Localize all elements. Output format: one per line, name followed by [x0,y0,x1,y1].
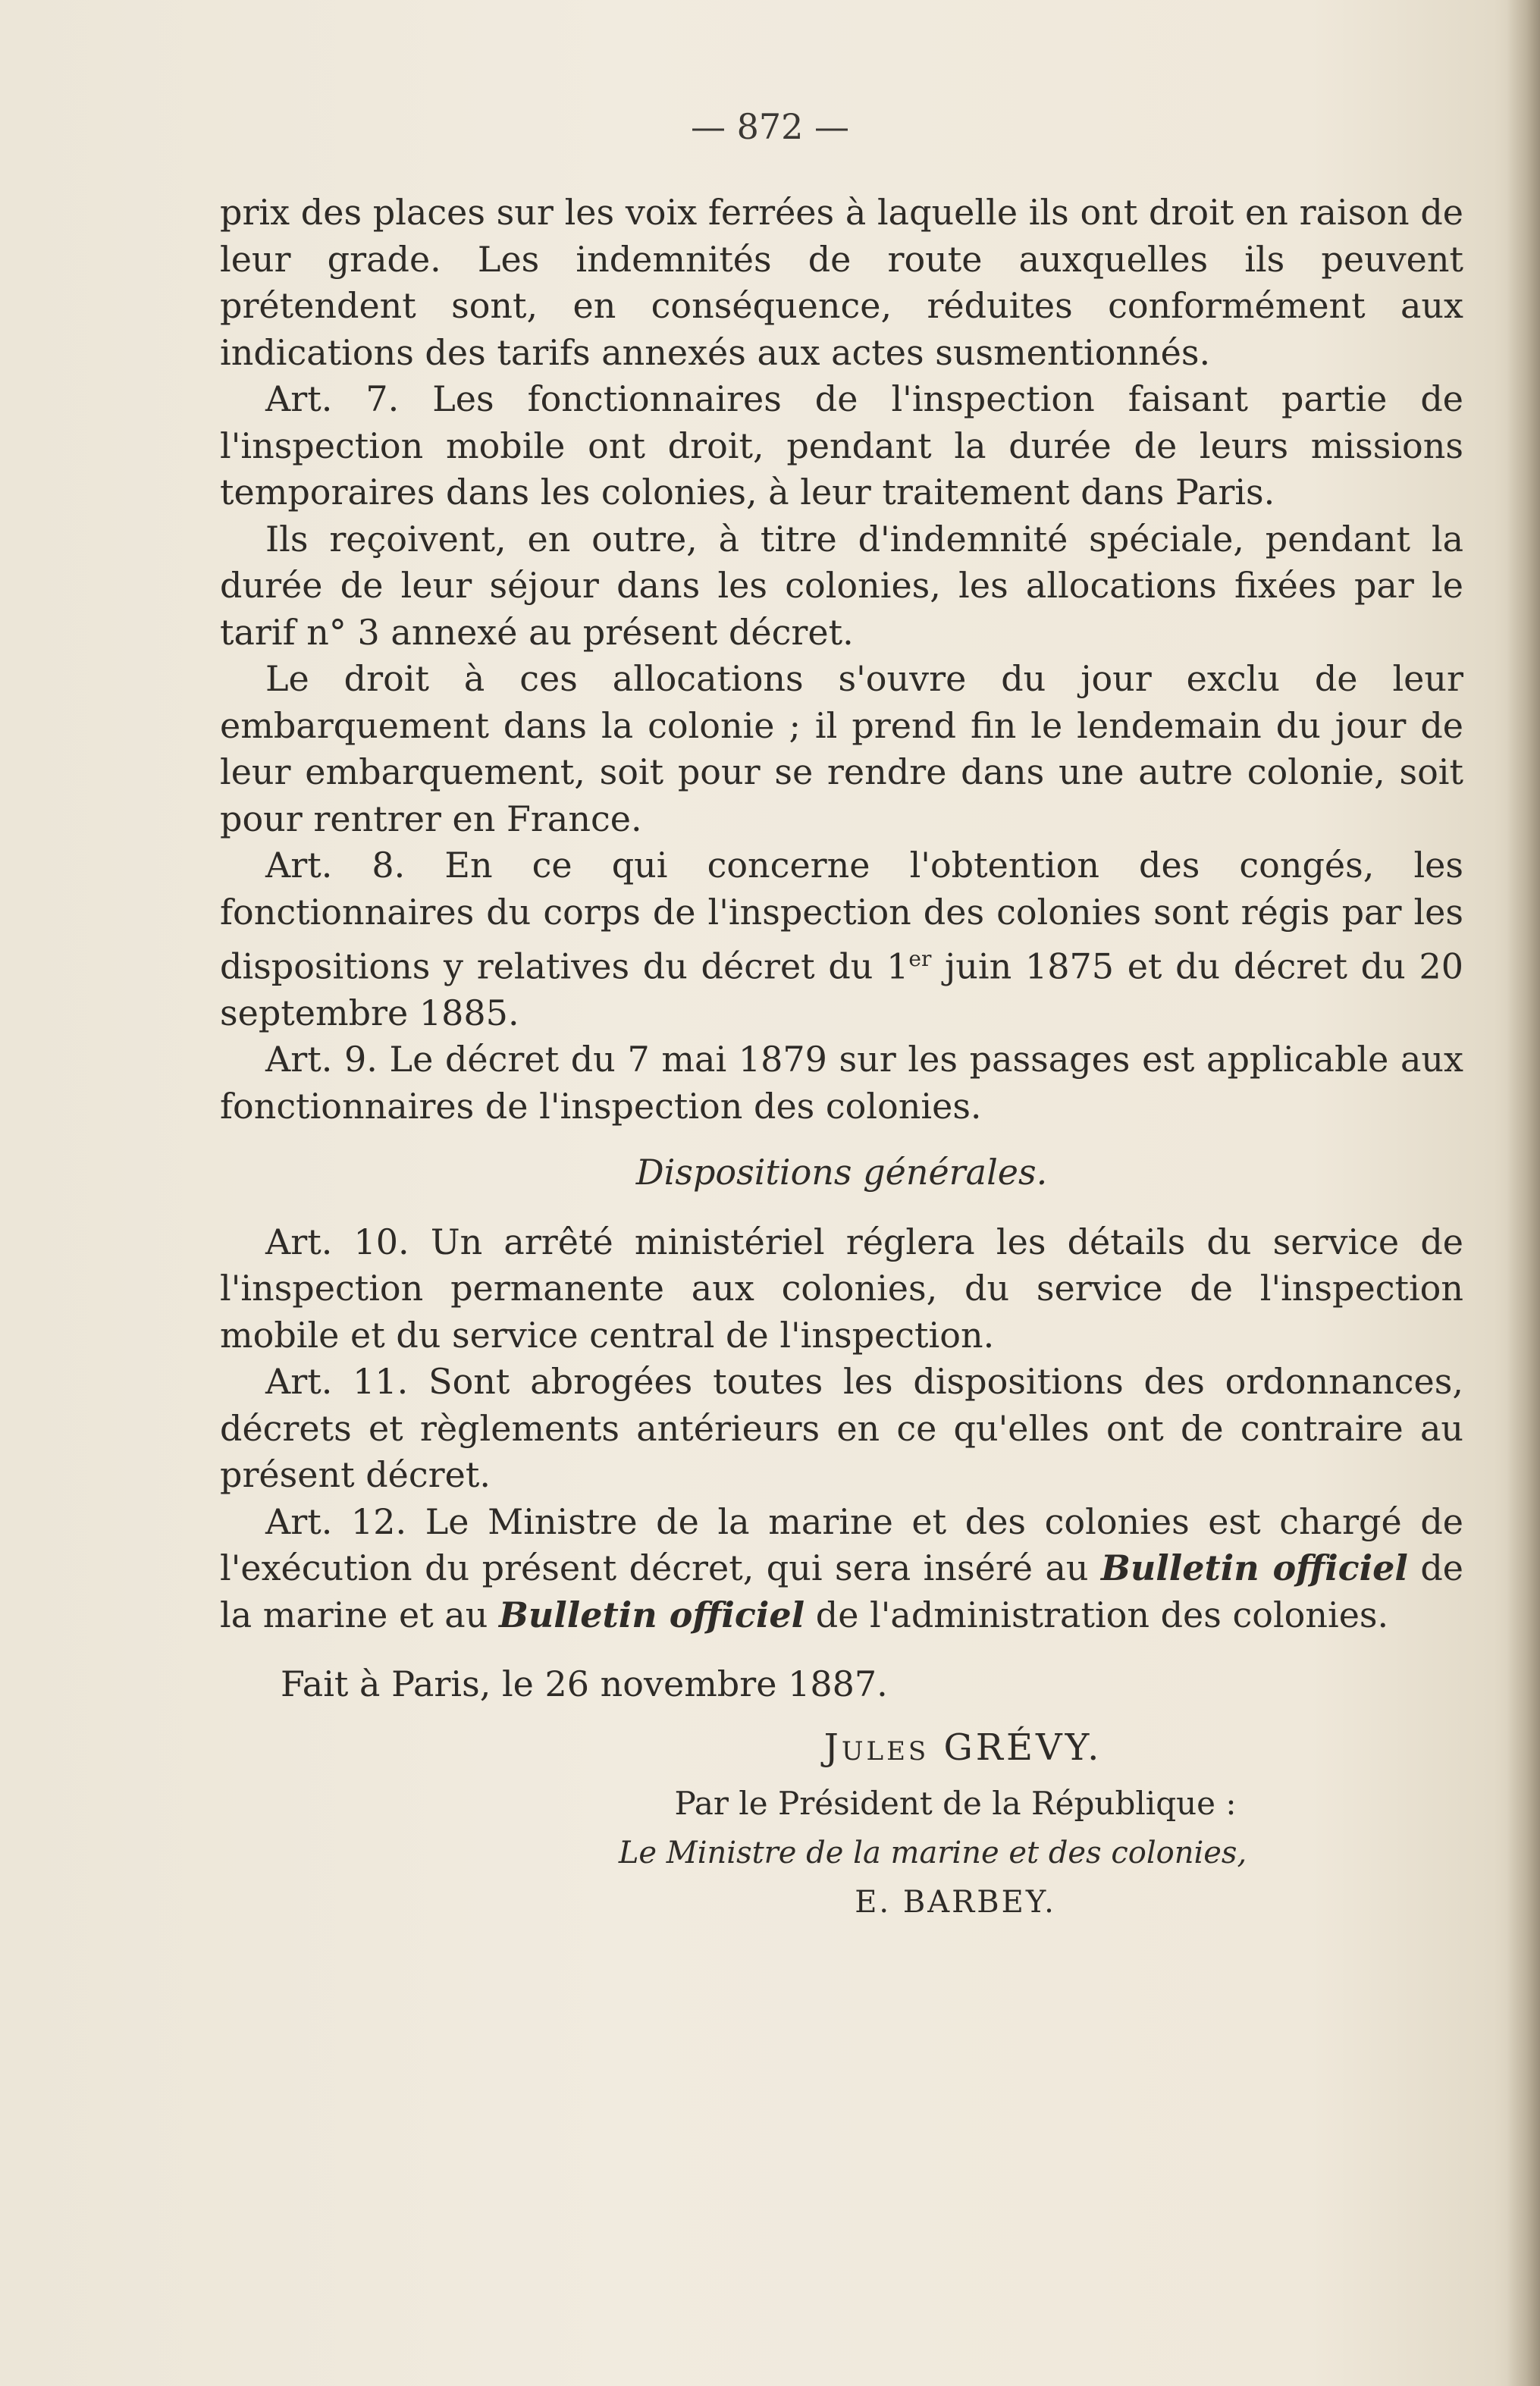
bulletin-officiel-2: Bulletin officiel [498,1594,805,1635]
par-le-president: Par le Président de la République : [674,1785,1237,1823]
paragraph-droit: Le droit à ces allocations s'ouvre du jour exclu de leur embarquement dans la colonie ; il prend fin le lendemain du jour de leur embarquement, soit pour se rendre dans une autre colonie, soit pour rentrer en France. [220,658,1463,839]
article-12-part-a: Art. 12. Le Ministre de la marine et des colonies est chargé de l'exécution du présent décret, qui sera inséré au [220,1500,1463,1589]
article-8-tail: juin 1875 et du décret du 20 septembre 1885. [220,945,1463,1033]
page-number: — 872 — [690,106,850,147]
page-edge-shadow [1507,0,1540,2386]
article-12-part-c: de la marine et au [220,1547,1464,1635]
fait-a-paris: Fait à Paris, le 26 novembre 1887. [281,1663,888,1705]
article-12-part-e: de l'administration des colonies. [805,1594,1389,1635]
section-heading: Dispositions générales. [635,1152,1048,1193]
bulletin-officiel-1: Bulletin officiel [1100,1547,1408,1589]
article-12 [220,1499,1463,1639]
article-9: Art. 9. Le décret du 7 mai 1879 sur les passages est applicable aux fonctionnaires de l'inspection des colonies. [220,1039,1463,1127]
signature-first-name: Jules [823,1726,930,1769]
paragraph-indemnite: Ils reçoivent, en outre, à titre d'indemnité spéciale, pendant la durée de leur séjour dans les colonies, les allocations fixées par le tarif n° 3 annexé au présent décret. [220,518,1463,653]
paragraph-continuation: prix des places sur les voix ferrées à laquelle ils ont droit en raison de leur grade. Les indemnités de route auxquelles ils peuvent prétendent sont, en conséquence, réduites conformément aux indications des tarifs annexés aux actes susmentionnés. [220,192,1463,373]
ministre-line: Le Ministre de la marine et des colonies, [618,1835,1247,1870]
signature-president [220,1725,1463,1772]
article-8 [220,842,1463,1036]
article-8-text: Art. 8. En ce qui concerne l'obtention des congés, les fonctionnaires du corps de l'inspection des colonies sont régis par les dispositions y relatives du décret du 1 [220,845,1463,987]
article-11: Art. 11. Sont abrogées toutes les dispositions des ordonnances, décrets et règlements antérieurs en ce qu'elles ont de contraire au présent décret. [220,1361,1463,1496]
article-8-sup: er [908,946,932,971]
signature-barbey: E. BARBEY. [855,1885,1056,1920]
article-7: Art. 7. Les fonctionnaires de l'inspection faisant partie de l'inspection mobile ont droit, pendant la durée de leurs missions temporaires dans les colonies, à leur traitement dans Paris. [220,378,1463,513]
article-10: Art. 10. Un arrêté ministériel réglera les détails du service de l'inspection permanente aux colonies, du service de l'inspection mobile et du service central de l'inspection. [220,1221,1463,1356]
body-text [220,190,1463,1927]
signature-last-name: GRÉVY. [943,1726,1102,1769]
